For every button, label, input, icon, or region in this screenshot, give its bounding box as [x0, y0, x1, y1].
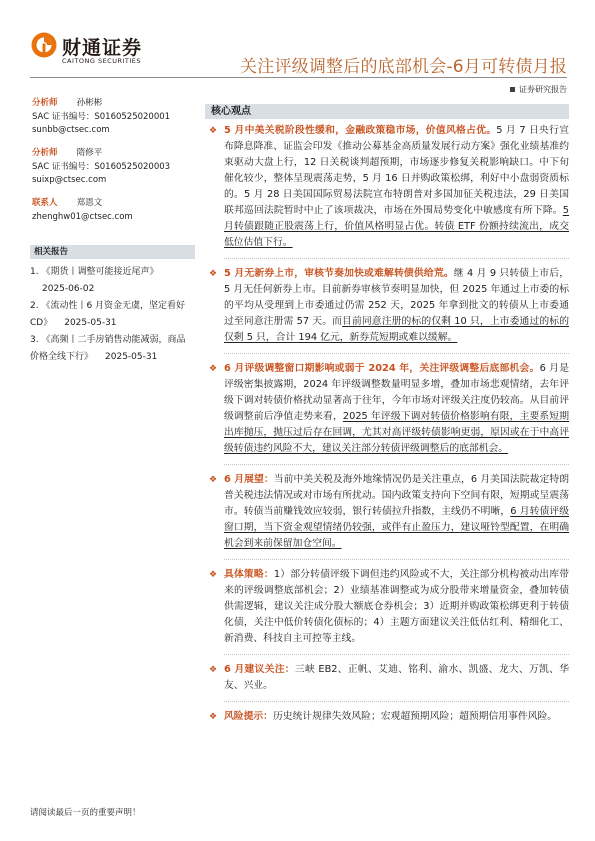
contact-card [32, 196, 197, 224]
contact-role-line [32, 196, 197, 211]
bullet-divider [224, 353, 569, 354]
company-logo-text: 财通证券 [62, 37, 143, 59]
related-report-title: 1. 《期货丨调整可能接近尾声》 [30, 267, 159, 277]
diamond-bullet-icon: ❖ [209, 712, 218, 722]
bullet-divider [224, 701, 569, 702]
analyst-role-line [32, 146, 197, 161]
analyst-role: 分析师 [32, 98, 58, 108]
diamond-bullet-icon: ❖ [209, 269, 218, 279]
report-title: 关注评级调整后的底部机会-6月可转债月报 [240, 57, 567, 77]
related-report-item [30, 332, 193, 366]
analyst-role: 分析师 [32, 148, 58, 158]
related-report-title: 3. 《高频丨二手房销售动能减弱，商品价格全线下行》 [30, 335, 186, 362]
diamond-bullet-icon: ❖ [209, 475, 218, 485]
contact-role: 联系人 [32, 198, 58, 208]
analyst-name: 隋修平 [76, 148, 103, 158]
bullet-heading: 风险提示： [224, 711, 273, 722]
analyst-card [32, 146, 197, 187]
related-report-item [30, 298, 193, 332]
company-logo-english: CAITONG SECURITIES [62, 57, 142, 65]
related-report-date: 2025-06-02 [42, 284, 95, 294]
bullet-emphasis: 5 月转债跟随正股震荡上行，价值风格明显占优。转债 ETF 份额持续流出，成交低位估值下行。 [224, 205, 569, 248]
disclaimer-notice: 请阅读最后一页的重要声明！ [30, 808, 141, 818]
bullet-divider [224, 464, 569, 465]
related-report-date: 2025-05-31 [64, 318, 117, 328]
core-bullet [208, 266, 569, 346]
related-report-item [30, 264, 193, 298]
bullet-body: 6 月是评级密集披露期，2024 年评级调整数量明显多增，叠加市场悲观情绪，去年评级下调对转债价格扰动显著高于往年，今年市场对评级关注度仍较高。从目前评级调整前后净值走势来看， [224, 363, 569, 422]
diamond-bullet-icon: ❖ [209, 665, 218, 675]
related-report-date: 2025-05-31 [105, 352, 158, 362]
analyst-sac-number: SAC 证书编号：S0160525020001 [32, 112, 171, 122]
bullet-heading: 6 月评级调整窗口期影响或弱于 2024 年，关注评级调整后底部机会。 [224, 363, 540, 374]
analyst-panel [32, 96, 197, 233]
bullet-heading: 6 月展望： [224, 474, 274, 485]
diamond-bullet-icon: ❖ [209, 364, 218, 374]
bullet-body: 5 月 7 日央行宣布降息降准、证监会印发《推动公募基金高质量发展行动方案》强化业绩基准约束驱动大盘上行，12 日关税谈判超预期，市场逐步修复关税影响缺口。中下旬催化较少，整体呈现震荡走势，5 月 16 日并购政策松绑，利好中小盘弱资质标的。5 月 28 日美国国际贸易法院宣布特朗普对多国加征关税违法，29 日美国联邦巡回法院暂时中止了该项裁决，市场在外围局势变化中敏感度有所下降。 [224, 125, 569, 216]
bullet-heading: 6 月建议关注： [224, 664, 295, 675]
diamond-bullet-icon: ❖ [209, 570, 218, 580]
core-bullet [208, 472, 569, 552]
bullet-body: 历史统计规律失效风险；宏观超预期风险；超预期信用事件风险。 [272, 711, 558, 722]
related-reports-list [30, 264, 193, 366]
bullet-body: 三峡 EB2、正帆、艾迪、铭利、渝水、凯盛、龙大、万凯、华友、兴业。 [224, 664, 569, 691]
bullet-emphasis: 目前同意注册的标的仅剩 10 只，上市委通过的标的仅剩 5 只，合计 194 亿元，新券荒短期或难以缓解。 [224, 316, 569, 343]
bullet-emphasis: 2025 年评级下调对转债价格影响有限，主要系短期出库抛压，抛压过后存在回调，尤其对高评级转债影响更弱，原因或在于中高评级转债违约风险不大，建议关注部分转债评级调整后的底部机会。 [224, 411, 570, 454]
bullet-divider [224, 654, 569, 655]
bullet-heading: 5 月中美关税阶段性缓和，金融政策稳市场，价值风格占优。 [224, 125, 497, 136]
analyst-role-line [32, 96, 197, 111]
core-views [208, 123, 569, 725]
core-bullet [208, 662, 569, 694]
analyst-sac-number: SAC 证书编号：S0160525020003 [32, 162, 171, 172]
bullet-body: 当前中美关税及海外地缘情况仍是关注重点，6 月美国法院裁定特朗普关税违法情况或对市场有所扰动。国内政策支持向下空间有限，短期或呈震荡市。转债当前赚钱效应较弱，银行转债拉升指数，主线仍不明晰， [224, 474, 569, 517]
report-type-text: 证券研究报告 [519, 85, 567, 94]
contact-email: zhenghw01@ctsec.com [32, 212, 133, 222]
caitong-logo-icon [30, 31, 58, 59]
bullet-emphasis: 6 月转债评级窗口期，当下资金观望情绪仍较强，或伴有止盈压力，建议哑铃型配置，在明确机会到来前保留加仓空间。 [224, 506, 569, 549]
analyst-name: 孙彬彬 [76, 98, 103, 108]
core-bullet [208, 567, 569, 647]
analyst-card [32, 96, 197, 137]
bullet-body: 1）部分转债评级下调但违约风险或不大，关注部分机构被动出库带来的评级调整底部机会；2）业绩基准调整或为成分股带来增量资金，叠加转债供需逻辑，建议关注成分股大额底仓券机会；3）近期并购政策松绑更利于转债化债，关注中低价转债化债标的；4）主题方面建议关注低估红利、精细化工、新消费、科技自主可控等主线。 [224, 569, 570, 644]
core-bullet [208, 709, 569, 725]
square-icon [510, 87, 515, 92]
core-views-heading: 核心观点 [205, 104, 569, 119]
bullet-heading: 5 月无新券上市，审核节奏加快或难解转债供给荒。 [224, 268, 454, 279]
core-bullet [208, 123, 569, 251]
bullet-body: 继 4 月 9 只转债上市后，5 月无任何新券上市。目前新券审核节奏明显加快，但 2025 年通过上市委的标的平均从受理到上市委通过仍需 252 天，2025 年拿到批文的转债从上市委通过至同意注册需 57 天。而 [224, 268, 569, 327]
bullet-heading: 具体策略： [224, 569, 274, 580]
bullet-divider [224, 258, 569, 259]
bullet-divider [224, 559, 569, 560]
diamond-bullet-icon: ❖ [209, 126, 218, 136]
header-divider [30, 77, 567, 78]
related-report-title: 2. 《流动性丨6 月资金无虞，坚定看好 CD》 [30, 301, 186, 328]
contact-name: 郑恩文 [76, 198, 103, 208]
report-type-label [510, 84, 567, 95]
core-bullet [208, 361, 569, 457]
analyst-email: sunbb@ctsec.com [32, 125, 110, 135]
analyst-email: suixp@ctsec.com [32, 175, 107, 185]
related-reports-heading: 相关报告 [30, 245, 195, 259]
